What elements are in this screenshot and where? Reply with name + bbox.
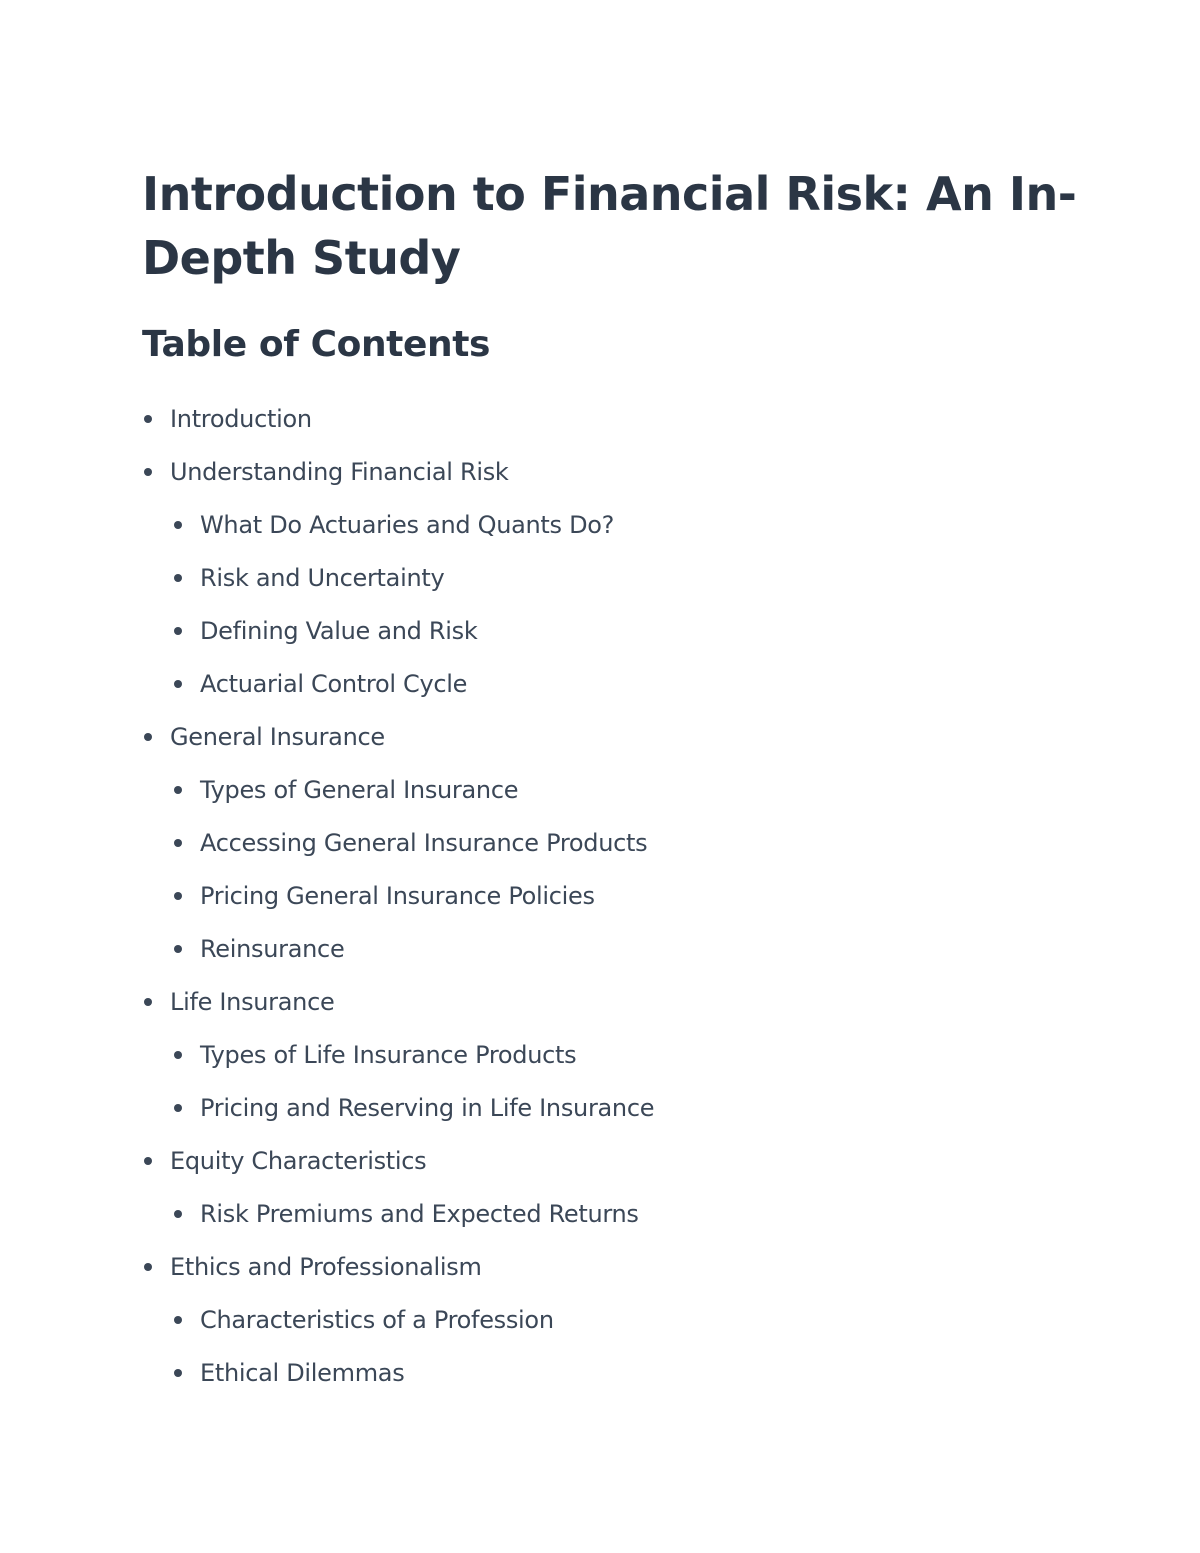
bullet-icon <box>174 945 182 953</box>
toc-item-label[interactable]: Equity Characteristics <box>170 1146 427 1175</box>
bullet-icon <box>174 1104 182 1112</box>
toc-item-label[interactable]: Types of General Insurance <box>200 775 519 804</box>
toc-item[interactable] <box>142 392 1102 445</box>
bullet-icon <box>174 1369 182 1377</box>
bullet-icon <box>174 680 182 688</box>
toc-item[interactable] <box>142 1028 1102 1081</box>
toc-item[interactable] <box>142 922 1102 975</box>
bullet-icon <box>174 892 182 900</box>
toc-item-label[interactable]: Introduction <box>170 404 312 433</box>
toc-item-label[interactable]: Risk and Uncertainty <box>200 563 445 592</box>
toc-heading: Table of Contents <box>142 324 491 365</box>
toc-item[interactable] <box>142 1134 1102 1187</box>
toc-item[interactable] <box>142 498 1102 551</box>
toc-item-label[interactable]: Pricing and Reserving in Life Insurance <box>200 1093 655 1122</box>
toc-item-label[interactable]: Reinsurance <box>200 934 345 963</box>
bullet-icon <box>174 1316 182 1324</box>
toc-item[interactable] <box>142 657 1102 710</box>
toc-item[interactable] <box>142 1081 1102 1134</box>
document-page <box>142 162 1102 1399</box>
toc-item-label[interactable]: Pricing General Insurance Policies <box>200 881 595 910</box>
document-title: Introduction to Financial Risk: An In-Depth Study <box>142 167 1077 285</box>
toc-item[interactable] <box>142 1293 1102 1346</box>
toc-item[interactable] <box>142 710 1102 763</box>
toc-item-label[interactable]: Understanding Financial Risk <box>170 457 509 486</box>
toc-item[interactable] <box>142 1240 1102 1293</box>
toc-item-label[interactable]: Types of Life Insurance Products <box>200 1040 577 1069</box>
bullet-icon <box>174 1210 182 1218</box>
toc-item[interactable] <box>142 869 1102 922</box>
bullet-icon <box>144 468 152 476</box>
bullet-icon <box>174 839 182 847</box>
bullet-icon <box>174 1051 182 1059</box>
bullet-icon <box>144 998 152 1006</box>
toc-item-label[interactable]: Accessing General Insurance Products <box>200 828 648 857</box>
toc-item[interactable] <box>142 1346 1102 1399</box>
bullet-icon <box>144 1157 152 1165</box>
table-of-contents <box>142 392 1102 1399</box>
toc-item-label[interactable]: What Do Actuaries and Quants Do? <box>200 510 615 539</box>
toc-item-label[interactable]: General Insurance <box>170 722 385 751</box>
bullet-icon <box>174 521 182 529</box>
toc-item[interactable] <box>142 551 1102 604</box>
toc-item-label[interactable]: Life Insurance <box>170 987 335 1016</box>
toc-item[interactable] <box>142 975 1102 1028</box>
bullet-icon <box>174 574 182 582</box>
bullet-icon <box>144 1263 152 1271</box>
toc-item[interactable] <box>142 816 1102 869</box>
toc-item[interactable] <box>142 763 1102 816</box>
toc-item[interactable] <box>142 1187 1102 1240</box>
toc-item-label[interactable]: Characteristics of a Profession <box>200 1305 554 1334</box>
bullet-icon <box>144 415 152 423</box>
bullet-icon <box>174 786 182 794</box>
toc-item-label[interactable]: Ethical Dilemmas <box>200 1358 405 1387</box>
toc-item-label[interactable]: Defining Value and Risk <box>200 616 478 645</box>
bullet-icon <box>144 733 152 741</box>
toc-item[interactable] <box>142 604 1102 657</box>
toc-item[interactable] <box>142 445 1102 498</box>
toc-item-label[interactable]: Risk Premiums and Expected Returns <box>200 1199 639 1228</box>
bullet-icon <box>174 627 182 635</box>
toc-item-label[interactable]: Ethics and Professionalism <box>170 1252 482 1281</box>
toc-item-label[interactable]: Actuarial Control Cycle <box>200 669 468 698</box>
